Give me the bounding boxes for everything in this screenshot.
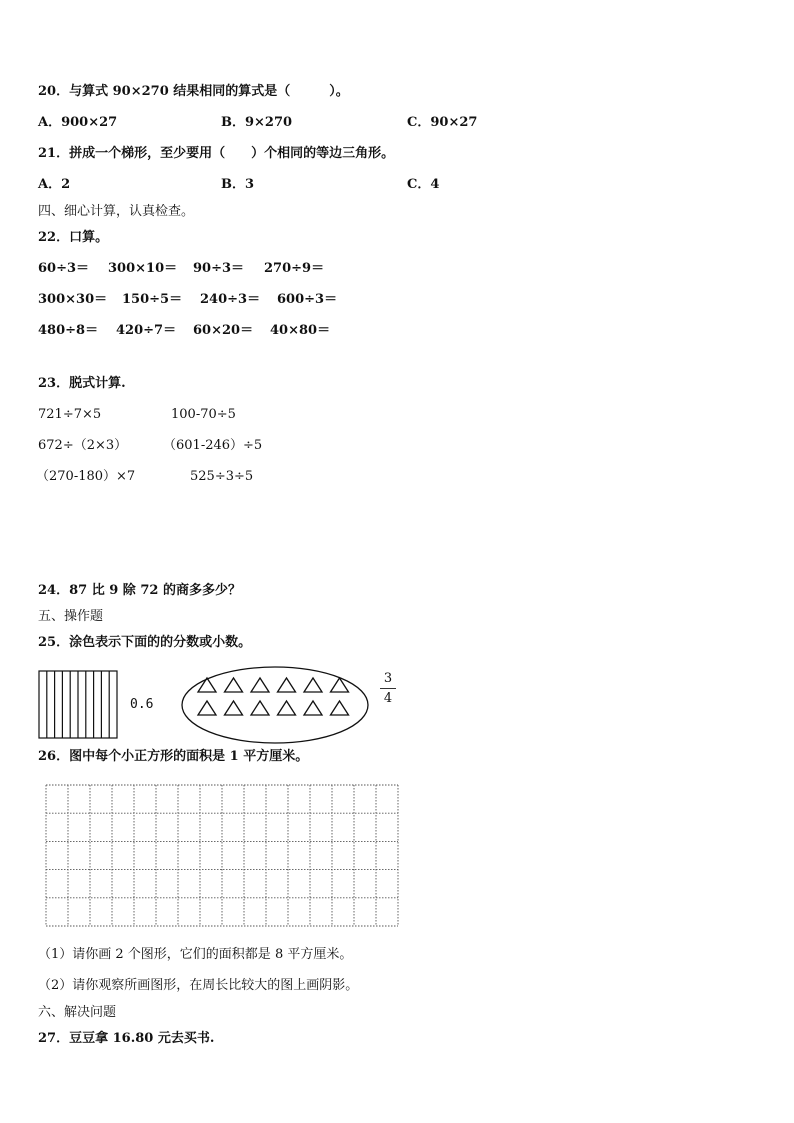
q23-item: （601-246）÷5	[163, 438, 263, 453]
fraction-denominator: 4	[383, 691, 393, 706]
triangle-shape	[198, 701, 216, 715]
q23-item: 721÷7×5	[38, 407, 102, 422]
fraction-three-quarters	[378, 671, 398, 706]
q23-stem: 23．脱式计算.	[38, 376, 126, 391]
fraction-bar	[380, 688, 396, 689]
triangle-shape	[278, 701, 296, 715]
ten-strip-rectangle	[38, 670, 118, 740]
triangle-shape	[251, 701, 269, 715]
q23-item: 100-70÷5	[171, 407, 236, 422]
q22-item: 480÷8＝	[38, 323, 99, 338]
q23-item: 525÷3÷5	[190, 469, 254, 484]
triangle-ellipse	[181, 665, 371, 745]
q25-stem: 25．涂色表示下面的的分数或小数。	[38, 635, 252, 650]
triangle-shape	[198, 678, 216, 692]
q21-option-b: B．3	[221, 177, 255, 192]
section-6-heading: 六、解决问题	[38, 1005, 117, 1020]
q26-sub2: （2）请你观察所画图形，在周长比较大的图上画阴影。	[38, 978, 359, 993]
section-4-heading: 四、细心计算，认真检查。	[38, 204, 195, 219]
triangle-shape	[304, 678, 322, 692]
q21-stem: 21．拼成一个梯形，至少要用（ ）个相同的等边三角形。	[38, 146, 395, 161]
q22-item: 60÷3＝	[38, 261, 90, 276]
q22-item: 600÷3＝	[277, 292, 338, 307]
section-5-heading: 五、操作题	[38, 609, 104, 624]
q22-item: 300×10＝	[108, 261, 178, 276]
q23-item: 672÷（2×3）	[38, 438, 128, 453]
q20-option-c: C．90×27	[407, 115, 478, 130]
q22-item: 40×80＝	[270, 323, 331, 338]
q23-item: （270-180）×7	[36, 469, 136, 484]
q27-stem: 27．豆豆拿 16.80 元去买书.	[38, 1031, 215, 1046]
q20-stem: 20．与算式 90×270 结果相同的算式是（ ）。	[38, 84, 349, 99]
q24-stem: 24．87 比 9 除 72 的商多多少？	[38, 583, 241, 598]
triangle-shape	[304, 701, 322, 715]
q22-item: 270÷9＝	[264, 261, 325, 276]
q22-item: 300×30＝	[38, 292, 108, 307]
q26-sub1: （1）请你画 2 个图形，它们的面积都是 8 平方厘米。	[38, 947, 353, 962]
triangle-shape	[278, 678, 296, 692]
triangle-shape	[331, 701, 349, 715]
q21-option-c: C．4	[407, 177, 440, 192]
triangle-shape	[251, 678, 269, 692]
q22-stem: 22．口算。	[38, 230, 109, 245]
q21-option-a: A．2	[38, 177, 71, 192]
triangle-shape	[225, 678, 243, 692]
q22-item: 60×20＝	[193, 323, 254, 338]
q22-item: 150÷5＝	[122, 292, 183, 307]
decimal-label: 0.6	[130, 697, 154, 712]
q26-stem: 26．图中每个小正方形的面积是 1 平方厘米。	[38, 749, 309, 764]
q20-option-a: A．900×27	[38, 115, 118, 130]
q20-option-b: B．9×270	[221, 115, 293, 130]
q22-item: 420÷7＝	[116, 323, 177, 338]
triangle-shape	[225, 701, 243, 715]
q22-item: 240÷3＝	[200, 292, 261, 307]
square-grid[interactable]	[45, 784, 403, 928]
q22-item: 90÷3＝	[193, 261, 245, 276]
fraction-numerator: 3	[383, 671, 393, 686]
